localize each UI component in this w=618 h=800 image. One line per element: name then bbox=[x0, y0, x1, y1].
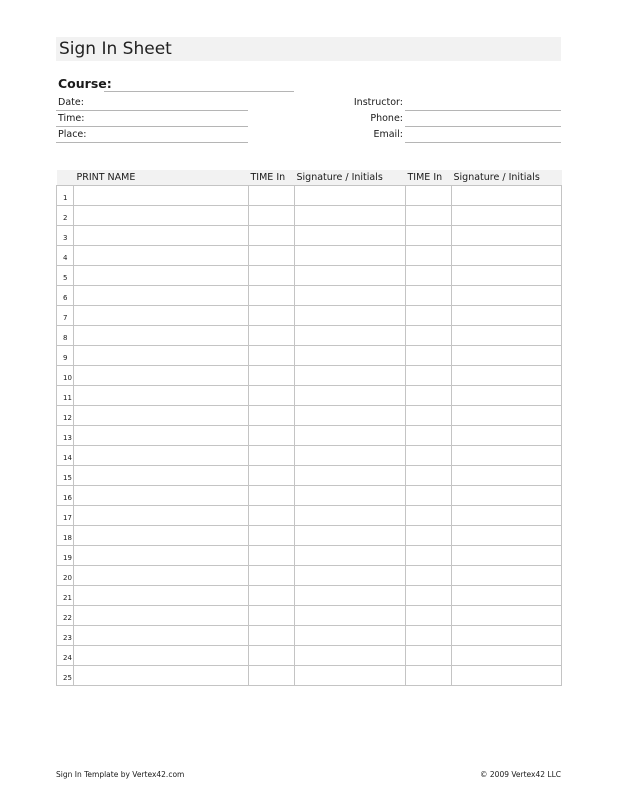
time-in-cell-1[interactable] bbox=[249, 366, 295, 386]
time-in-cell-2[interactable] bbox=[406, 646, 452, 666]
signature-cell-1[interactable] bbox=[295, 366, 406, 386]
row-number: 7 bbox=[57, 306, 74, 326]
signature-cell-2[interactable] bbox=[452, 286, 562, 306]
print-name-cell[interactable] bbox=[74, 346, 249, 366]
time-in-cell-2[interactable] bbox=[406, 526, 452, 546]
signature-cell-2[interactable] bbox=[452, 346, 562, 366]
table-row bbox=[57, 406, 562, 426]
instructor-label: Instructor: bbox=[353, 97, 403, 108]
signature-cell-2[interactable] bbox=[452, 246, 562, 266]
table-row bbox=[57, 286, 562, 306]
print-name-cell[interactable] bbox=[74, 566, 249, 586]
row-number: 16 bbox=[57, 486, 74, 506]
time-in-cell-1[interactable] bbox=[249, 246, 295, 266]
date-label: Date: bbox=[58, 97, 84, 108]
signature-cell-1[interactable] bbox=[295, 546, 406, 566]
time-in-cell-1[interactable] bbox=[249, 666, 295, 686]
row-number: 19 bbox=[57, 546, 74, 566]
signature-cell-2[interactable] bbox=[452, 506, 562, 526]
date-field[interactable] bbox=[56, 96, 248, 111]
row-number: 1 bbox=[57, 186, 74, 206]
email-field[interactable] bbox=[340, 128, 561, 143]
time-field[interactable] bbox=[56, 112, 248, 127]
footer-credit: Sign In Template by Vertex42.com bbox=[56, 770, 185, 779]
time-in-cell-1[interactable] bbox=[249, 526, 295, 546]
time-label: Time: bbox=[58, 113, 85, 124]
phone-label: Phone: bbox=[370, 113, 403, 124]
row-number: 8 bbox=[57, 326, 74, 346]
signature-cell-2[interactable] bbox=[452, 426, 562, 446]
signature-cell-2[interactable] bbox=[452, 446, 562, 466]
table-row bbox=[57, 626, 562, 646]
col-header-signature-2: Signature / Initials bbox=[452, 170, 562, 186]
time-in-cell-2[interactable] bbox=[406, 366, 452, 386]
row-number: 21 bbox=[57, 586, 74, 606]
table-row bbox=[57, 226, 562, 246]
time-in-cell-1[interactable] bbox=[249, 326, 295, 346]
table-header-row bbox=[57, 170, 562, 186]
signature-cell-1[interactable] bbox=[295, 326, 406, 346]
table-row bbox=[57, 526, 562, 546]
signature-cell-2[interactable] bbox=[452, 606, 562, 626]
signature-cell-1[interactable] bbox=[295, 566, 406, 586]
time-in-cell-1[interactable] bbox=[249, 446, 295, 466]
col-header-print-name: PRINT NAME bbox=[74, 170, 249, 186]
print-name-cell[interactable] bbox=[74, 466, 249, 486]
row-number: 14 bbox=[57, 446, 74, 466]
time-in-cell-2[interactable] bbox=[406, 546, 452, 566]
time-in-cell-1[interactable] bbox=[249, 206, 295, 226]
signature-cell-2[interactable] bbox=[452, 466, 562, 486]
date-input-line[interactable] bbox=[56, 110, 248, 111]
row-number: 3 bbox=[57, 226, 74, 246]
print-name-cell[interactable] bbox=[74, 586, 249, 606]
sheet-title: Sign In Sheet bbox=[56, 37, 561, 61]
table-row bbox=[57, 426, 562, 446]
row-number: 18 bbox=[57, 526, 74, 546]
signature-cell-2[interactable] bbox=[452, 326, 562, 346]
print-name-cell[interactable] bbox=[74, 206, 249, 226]
row-number: 4 bbox=[57, 246, 74, 266]
row-number: 15 bbox=[57, 466, 74, 486]
signature-cell-1[interactable] bbox=[295, 206, 406, 226]
signature-cell-2[interactable] bbox=[452, 266, 562, 286]
signature-cell-1[interactable] bbox=[295, 526, 406, 546]
time-in-cell-2[interactable] bbox=[406, 606, 452, 626]
signature-cell-2[interactable] bbox=[452, 186, 562, 206]
time-in-cell-1[interactable] bbox=[249, 426, 295, 446]
signature-cell-2[interactable] bbox=[452, 566, 562, 586]
signature-cell-2[interactable] bbox=[452, 486, 562, 506]
time-in-cell-1[interactable] bbox=[249, 386, 295, 406]
table-row bbox=[57, 186, 562, 206]
table-row bbox=[57, 266, 562, 286]
signature-cell-1[interactable] bbox=[295, 226, 406, 246]
table-row bbox=[57, 346, 562, 366]
time-in-cell-1[interactable] bbox=[249, 306, 295, 326]
table-row bbox=[57, 566, 562, 586]
time-in-cell-2[interactable] bbox=[406, 406, 452, 426]
footer-copyright: © 2009 Vertex42 LLC bbox=[480, 770, 561, 779]
time-in-cell-2[interactable] bbox=[406, 386, 452, 406]
signature-cell-1[interactable] bbox=[295, 666, 406, 686]
print-name-cell[interactable] bbox=[74, 286, 249, 306]
table-row bbox=[57, 486, 562, 506]
time-in-cell-2[interactable] bbox=[406, 626, 452, 646]
row-number: 5 bbox=[57, 266, 74, 286]
print-name-cell[interactable] bbox=[74, 446, 249, 466]
signature-cell-2[interactable] bbox=[452, 406, 562, 426]
row-number: 12 bbox=[57, 406, 74, 426]
time-in-cell-1[interactable] bbox=[249, 586, 295, 606]
signature-cell-1[interactable] bbox=[295, 606, 406, 626]
row-number: 2 bbox=[57, 206, 74, 226]
signature-cell-2[interactable] bbox=[452, 586, 562, 606]
signature-cell-2[interactable] bbox=[452, 626, 562, 646]
col-header-time-in-1: TIME In bbox=[249, 170, 295, 186]
time-in-cell-1[interactable] bbox=[249, 186, 295, 206]
table-row bbox=[57, 206, 562, 226]
print-name-cell[interactable] bbox=[74, 646, 249, 666]
place-label: Place: bbox=[58, 129, 87, 140]
signature-cell-1[interactable] bbox=[295, 506, 406, 526]
signature-cell-2[interactable] bbox=[452, 666, 562, 686]
place-field[interactable] bbox=[56, 128, 248, 143]
signature-cell-2[interactable] bbox=[452, 386, 562, 406]
signature-cell-1[interactable] bbox=[295, 486, 406, 506]
print-name-cell[interactable] bbox=[74, 426, 249, 446]
time-in-cell-1[interactable] bbox=[249, 486, 295, 506]
table-row bbox=[57, 586, 562, 606]
row-number: 10 bbox=[57, 366, 74, 386]
table-row bbox=[57, 326, 562, 346]
time-in-cell-2[interactable] bbox=[406, 666, 452, 686]
place-input-line[interactable] bbox=[56, 142, 248, 143]
signature-cell-2[interactable] bbox=[452, 306, 562, 326]
row-number: 23 bbox=[57, 626, 74, 646]
signature-cell-1[interactable] bbox=[295, 466, 406, 486]
table-row bbox=[57, 506, 562, 526]
print-name-cell[interactable] bbox=[74, 366, 249, 386]
row-number: 13 bbox=[57, 426, 74, 446]
row-number: 24 bbox=[57, 646, 74, 666]
time-in-cell-2[interactable] bbox=[406, 586, 452, 606]
email-label: Email: bbox=[373, 129, 403, 140]
row-number: 9 bbox=[57, 346, 74, 366]
time-in-cell-1[interactable] bbox=[249, 346, 295, 366]
row-number: 22 bbox=[57, 606, 74, 626]
table-row bbox=[57, 386, 562, 406]
time-in-cell-1[interactable] bbox=[249, 226, 295, 246]
print-name-cell[interactable] bbox=[74, 306, 249, 326]
signature-cell-1[interactable] bbox=[295, 386, 406, 406]
table-row bbox=[57, 666, 562, 686]
time-in-cell-2[interactable] bbox=[406, 246, 452, 266]
time-in-cell-2[interactable] bbox=[406, 266, 452, 286]
print-name-cell[interactable] bbox=[74, 406, 249, 426]
signature-cell-1[interactable] bbox=[295, 626, 406, 646]
signature-cell-1[interactable] bbox=[295, 306, 406, 326]
col-header-number bbox=[57, 170, 74, 186]
time-in-cell-1[interactable] bbox=[249, 566, 295, 586]
time-in-cell-1[interactable] bbox=[249, 406, 295, 426]
signature-cell-1[interactable] bbox=[295, 646, 406, 666]
signature-cell-1[interactable] bbox=[295, 346, 406, 366]
print-name-cell[interactable] bbox=[74, 186, 249, 206]
table-row bbox=[57, 606, 562, 626]
table-row bbox=[57, 306, 562, 326]
signature-cell-1[interactable] bbox=[295, 286, 406, 306]
signature-cell-1[interactable] bbox=[295, 266, 406, 286]
time-in-cell-2[interactable] bbox=[406, 326, 452, 346]
row-number: 11 bbox=[57, 386, 74, 406]
time-in-cell-2[interactable] bbox=[406, 566, 452, 586]
phone-input-line[interactable] bbox=[405, 126, 561, 127]
time-in-cell-1[interactable] bbox=[249, 506, 295, 526]
instructor-field[interactable] bbox=[340, 96, 561, 111]
col-header-signature-1: Signature / Initials bbox=[295, 170, 406, 186]
signature-cell-2[interactable] bbox=[452, 526, 562, 546]
instructor-input-line[interactable] bbox=[405, 110, 561, 111]
table-row bbox=[57, 246, 562, 266]
table-row bbox=[57, 646, 562, 666]
table-row bbox=[57, 366, 562, 386]
time-in-cell-2[interactable] bbox=[406, 486, 452, 506]
signature-cell-1[interactable] bbox=[295, 406, 406, 426]
table-row bbox=[57, 466, 562, 486]
phone-field[interactable] bbox=[340, 112, 561, 127]
row-number: 25 bbox=[57, 666, 74, 686]
print-name-cell[interactable] bbox=[74, 606, 249, 626]
print-name-cell[interactable] bbox=[74, 226, 249, 246]
print-name-cell[interactable] bbox=[74, 666, 249, 686]
signature-cell-1[interactable] bbox=[295, 586, 406, 606]
time-in-cell-2[interactable] bbox=[406, 426, 452, 446]
email-input-line[interactable] bbox=[405, 142, 561, 143]
row-number: 6 bbox=[57, 286, 74, 306]
print-name-cell[interactable] bbox=[74, 526, 249, 546]
time-in-cell-2[interactable] bbox=[406, 466, 452, 486]
row-number: 20 bbox=[57, 566, 74, 586]
time-in-cell-2[interactable] bbox=[406, 206, 452, 226]
signature-cell-1[interactable] bbox=[295, 426, 406, 446]
print-name-cell[interactable] bbox=[74, 266, 249, 286]
time-in-cell-1[interactable] bbox=[249, 286, 295, 306]
time-in-cell-2[interactable] bbox=[406, 506, 452, 526]
time-in-cell-1[interactable] bbox=[249, 626, 295, 646]
time-in-cell-1[interactable] bbox=[249, 466, 295, 486]
signature-cell-2[interactable] bbox=[452, 646, 562, 666]
course-label: Course: bbox=[58, 76, 112, 91]
row-number: 17 bbox=[57, 506, 74, 526]
time-in-cell-2[interactable] bbox=[406, 306, 452, 326]
print-name-cell[interactable] bbox=[74, 506, 249, 526]
print-name-cell[interactable] bbox=[74, 626, 249, 646]
signature-cell-2[interactable] bbox=[452, 366, 562, 386]
table-row bbox=[57, 546, 562, 566]
time-in-cell-2[interactable] bbox=[406, 286, 452, 306]
time-in-cell-2[interactable] bbox=[406, 346, 452, 366]
signature-cell-2[interactable] bbox=[452, 226, 562, 246]
time-input-line[interactable] bbox=[56, 126, 248, 127]
signature-cell-2[interactable] bbox=[452, 206, 562, 226]
col-header-time-in-2: TIME In bbox=[406, 170, 452, 186]
print-name-cell[interactable] bbox=[74, 486, 249, 506]
time-in-cell-1[interactable] bbox=[249, 266, 295, 286]
print-name-cell[interactable] bbox=[74, 546, 249, 566]
signature-cell-1[interactable] bbox=[295, 246, 406, 266]
signin-table bbox=[56, 170, 561, 686]
time-in-cell-2[interactable] bbox=[406, 186, 452, 206]
time-in-cell-2[interactable] bbox=[406, 446, 452, 466]
time-in-cell-2[interactable] bbox=[406, 226, 452, 246]
time-in-cell-1[interactable] bbox=[249, 546, 295, 566]
signature-cell-2[interactable] bbox=[452, 546, 562, 566]
print-name-cell[interactable] bbox=[74, 326, 249, 346]
print-name-cell[interactable] bbox=[74, 246, 249, 266]
table-row bbox=[57, 446, 562, 466]
signature-cell-1[interactable] bbox=[295, 446, 406, 466]
time-in-cell-1[interactable] bbox=[249, 646, 295, 666]
print-name-cell[interactable] bbox=[74, 386, 249, 406]
signature-cell-1[interactable] bbox=[295, 186, 406, 206]
course-input-line[interactable] bbox=[104, 91, 294, 92]
time-in-cell-1[interactable] bbox=[249, 606, 295, 626]
